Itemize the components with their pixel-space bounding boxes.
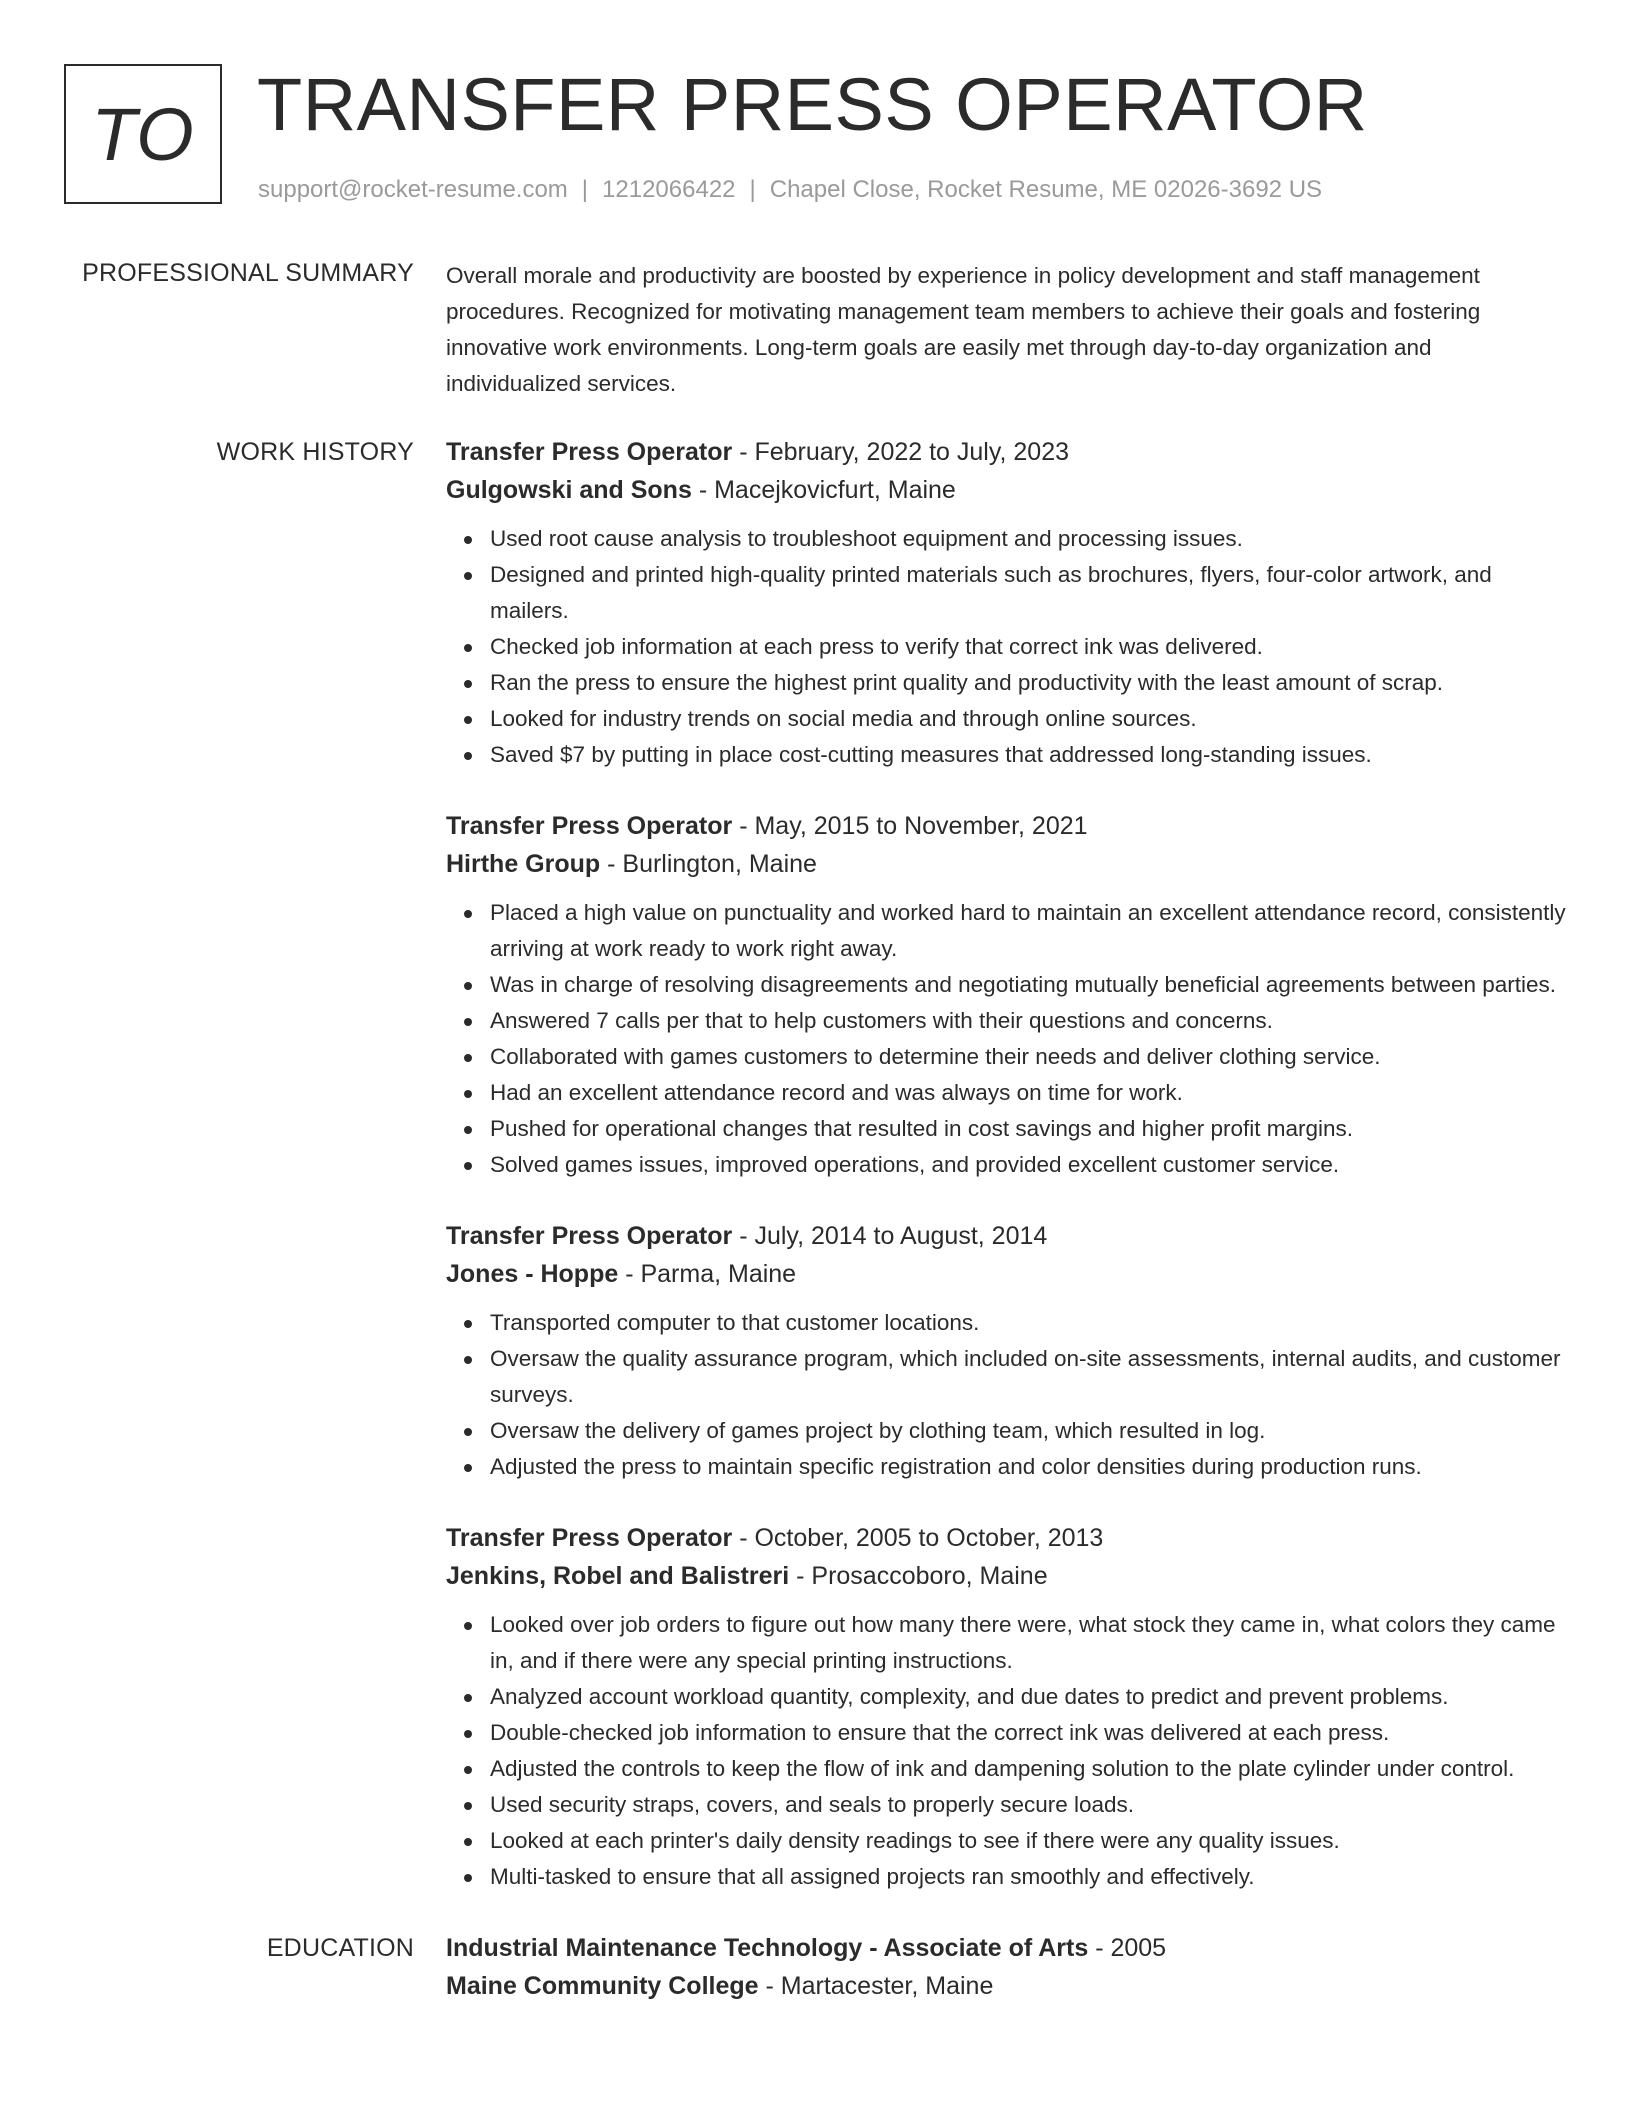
job-bullet: Used root cause analysis to troubleshoot equipment and processing issues. (490, 521, 1568, 557)
job-bullet: Adjusted the controls to keep the flow of ink and dampening solution to the plate cylinder under control. (490, 1751, 1568, 1787)
job-location: - Parma, Maine (618, 1260, 797, 1288)
job-dates: - July, 2014 to August, 2014 (732, 1222, 1048, 1250)
job-bullet: Oversaw the quality assurance program, which included on-site assessments, internal audits, and customer surveys. (490, 1341, 1568, 1413)
work-history-body (446, 433, 1568, 2039)
job-bullets (446, 1607, 1568, 1895)
education-school-line (446, 1967, 1568, 2005)
job-bullet: Solved games issues, improved operations, and provided excellent customer service. (490, 1147, 1568, 1183)
job-location: - Burlington, Maine (600, 850, 817, 878)
job-bullet: Placed a high value on punctuality and worked hard to maintain an excellent attendance record, consistently arriving at work ready to work right away. (490, 895, 1568, 967)
job-bullet: Checked job information at each press to verify that correct ink was delivered. (490, 629, 1568, 665)
job-entry (446, 1217, 1568, 1485)
job-bullet: Collaborated with games customers to determine their needs and deliver clothing service. (490, 1039, 1568, 1075)
contact-line (258, 174, 1322, 206)
resume-name: TRANSFER PRESS OPERATOR (257, 63, 1368, 146)
job-company: Jones - Hoppe (446, 1260, 619, 1288)
job-role: Transfer Press Operator (446, 438, 733, 466)
job-entry (446, 807, 1568, 1183)
job-bullet: Adjusted the press to maintain specific registration and color densities during production runs. (490, 1449, 1568, 1485)
job-bullet: Analyzed account workload quantity, complexity, and due dates to predict and prevent problems. (490, 1679, 1568, 1715)
job-bullet: Designed and printed high-quality printed materials such as brochures, flyers, four-color artwork, and mailers. (490, 557, 1568, 629)
job-bullet: Had an excellent attendance record and was always on time for work. (490, 1075, 1568, 1111)
job-bullet: Double-checked job information to ensure that the correct ink was delivered at each press. (490, 1715, 1568, 1751)
job-role-line (446, 433, 1568, 471)
job-company: Jenkins, Robel and Balistreri (446, 1562, 790, 1590)
job-role: Transfer Press Operator (446, 812, 733, 840)
job-bullet: Pushed for operational changes that resulted in cost savings and higher profit margins. (490, 1111, 1568, 1147)
job-company-line (446, 1557, 1568, 1595)
job-company-line (446, 471, 1568, 509)
job-bullet: Answered 7 calls per that to help customers with their questions and concerns. (490, 1003, 1568, 1039)
job-company-line (446, 1255, 1568, 1293)
resume-header (64, 64, 1584, 212)
job-company-line (446, 845, 1568, 883)
education-entry (446, 1929, 1568, 2005)
education-degree: Industrial Maintenance Technology - Associate of Arts (446, 1934, 1089, 1962)
section-title-work-history: WORK HISTORY (216, 438, 414, 466)
job-bullet: Saved $7 by putting in place cost-cutting measures that addressed long-standing issues. (490, 737, 1568, 773)
contact-address: Chapel Close, Rocket Resume, ME 02026-3692 US (769, 176, 1323, 203)
contact-email: support@rocket-resume.com (258, 176, 568, 203)
education-year: - 2005 (1088, 1934, 1167, 1962)
job-bullet: Was in charge of resolving disagreements and negotiating mutually beneficial agreements between parties. (490, 967, 1568, 1003)
job-bullets (446, 895, 1568, 1183)
contact-separator: | (581, 176, 589, 203)
section-title-summary: PROFESSIONAL SUMMARY (82, 259, 414, 287)
contact-phone: 1212066422 (602, 176, 736, 203)
job-location: - Macejkovicfurt, Maine (691, 476, 956, 504)
job-entry (446, 433, 1568, 773)
job-bullet: Transported computer to that customer locations. (490, 1305, 1568, 1341)
job-dates: - February, 2022 to July, 2023 (732, 438, 1070, 466)
monogram-initials: TO (91, 93, 195, 176)
job-bullet: Looked at each printer's daily density readings to see if there were any quality issues. (490, 1823, 1568, 1859)
job-dates: - October, 2005 to October, 2013 (732, 1524, 1104, 1552)
job-role-line (446, 1519, 1568, 1557)
job-role: Transfer Press Operator (446, 1222, 733, 1250)
job-bullet: Looked over job orders to figure out how many there were, what stock they came in, what colors they came in, and if there were any special printing instructions. (490, 1607, 1568, 1679)
job-role-line (446, 1217, 1568, 1255)
job-bullet: Looked for industry trends on social media and through online sources. (490, 701, 1568, 737)
section-title-education: EDUCATION (266, 1934, 414, 1962)
monogram-box (64, 64, 222, 204)
summary-text: Overall morale and productivity are boosted by experience in policy development and staff management procedures. Recognized for motivating management team members to achieve their goals and fostering innovative work environments. Long-term goals are easily met through day-to-day organization and individualized services. (446, 263, 1481, 396)
job-company: Gulgowski and Sons (446, 476, 692, 504)
contact-separator: | (749, 176, 756, 203)
job-location: - Prosaccoboro, Maine (789, 1562, 1048, 1590)
job-role: Transfer Press Operator (446, 1524, 733, 1552)
job-role-line (446, 807, 1568, 845)
job-bullets (446, 1305, 1568, 1485)
summary-body (446, 258, 1568, 402)
education-school: Maine Community College (446, 1972, 759, 2000)
job-bullet: Multi-tasked to ensure that all assigned projects ran smoothly and effectively. (490, 1859, 1568, 1895)
education-location: - Martacester, Maine (758, 1972, 994, 2000)
job-bullet: Oversaw the delivery of games project by clothing team, which resulted in log. (490, 1413, 1568, 1449)
job-bullet: Used security straps, covers, and seals to properly secure loads. (490, 1787, 1568, 1823)
job-bullets (446, 521, 1568, 773)
job-company: Hirthe Group (446, 850, 601, 878)
education-degree-line (446, 1929, 1568, 1967)
job-dates: - May, 2015 to November, 2021 (732, 812, 1088, 840)
job-bullet: Ran the press to ensure the highest print quality and productivity with the least amount of scrap. (490, 665, 1568, 701)
job-entry (446, 1519, 1568, 1895)
